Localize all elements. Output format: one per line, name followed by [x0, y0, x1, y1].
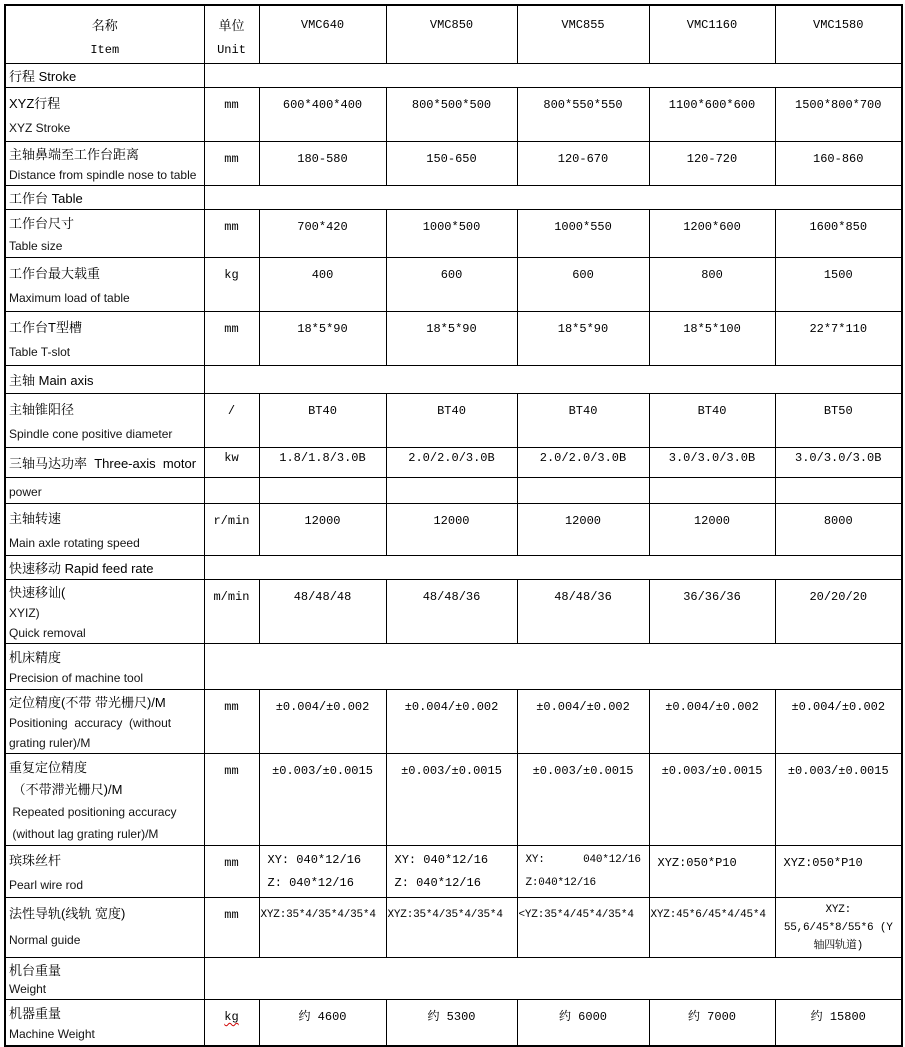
section-row — [5, 958, 902, 1000]
unit-cell — [204, 88, 259, 142]
value-cell — [386, 210, 517, 258]
value-cell — [259, 898, 386, 958]
text-line: Distance from spindle nose to table — [9, 168, 197, 182]
text-line: 8000 — [823, 514, 853, 528]
unit-header — [204, 5, 259, 64]
value-cell — [775, 142, 902, 186]
value-cell — [775, 580, 902, 644]
text-line: 1200*600 — [683, 220, 741, 234]
value-cell — [517, 258, 649, 312]
value-cell — [775, 754, 902, 846]
text-line: Spindle cone positive diameter — [9, 427, 173, 441]
value-cell — [649, 258, 775, 312]
value-cell — [649, 504, 775, 556]
text-line: 1100*600*600 — [668, 98, 756, 112]
value-cell — [386, 504, 517, 556]
value-cell — [775, 312, 902, 366]
text-line: Item — [90, 43, 120, 57]
text-line: 行程 Stroke — [9, 69, 77, 84]
table-row — [5, 478, 902, 504]
table-row — [5, 312, 902, 366]
text-line: 2.0/2.0/3.0B — [408, 451, 495, 465]
text-line: 18*5*90 — [297, 322, 348, 336]
table-row — [5, 898, 902, 958]
text-line: 400 — [311, 268, 334, 282]
text-line: Z:040*12/16 — [525, 877, 596, 889]
value-cell — [649, 210, 775, 258]
table-row — [5, 258, 902, 312]
text-line: 瑸珠丝杆 — [9, 853, 62, 868]
table-row — [5, 690, 902, 754]
section-row — [5, 644, 902, 690]
text-line: XYZ行程 — [9, 96, 61, 111]
unit-value: r/min — [213, 514, 250, 528]
value-cell — [386, 898, 517, 958]
value-cell — [259, 846, 386, 898]
row-label-cell — [5, 448, 204, 478]
text-line: 48/48/36 — [422, 590, 481, 604]
text-line: 2.0/2.0/3.0B — [539, 451, 627, 465]
text-line: 3.0/3.0/3.0B — [795, 451, 882, 465]
value-cell — [259, 1000, 386, 1047]
text-line: 12000 — [433, 514, 470, 528]
value-cell — [259, 394, 386, 448]
unit-cell — [204, 754, 259, 846]
text-line: 约 5300 — [427, 1010, 476, 1024]
text-line: XYIZ) — [9, 606, 40, 620]
text-line: 1000*500 — [422, 220, 481, 234]
model-header — [517, 5, 649, 64]
unit-value: mm — [224, 220, 239, 234]
row-label-cell — [5, 142, 204, 186]
value-cell — [259, 504, 386, 556]
value-cell — [259, 580, 386, 644]
model-header — [649, 5, 775, 64]
value-cell — [775, 690, 902, 754]
section-row — [5, 556, 902, 580]
section-label-cell — [5, 186, 204, 210]
unit-value — [205, 1010, 259, 1024]
text-line: 工作台尺寸 — [9, 216, 75, 231]
value-cell — [517, 1000, 649, 1047]
text-line: 120-720 — [686, 152, 738, 166]
text-line: ±0.003/±0.0015 — [661, 764, 763, 778]
value-cell — [517, 898, 649, 958]
text-line: XY: 040*12/16 — [267, 853, 362, 867]
unit-value: kw — [224, 451, 239, 465]
value-cell — [517, 448, 649, 478]
text-line: Pearl wire rod — [9, 878, 84, 892]
value-cell — [649, 898, 775, 958]
value-cell — [386, 478, 517, 504]
unit-value: mm — [224, 700, 239, 714]
text-line: 主轴锥阳径 — [9, 402, 75, 417]
value-cell — [386, 754, 517, 846]
unit-cell — [204, 394, 259, 448]
unit-value: kg — [224, 268, 239, 282]
value-cell — [775, 1000, 902, 1047]
row-label-cell — [5, 504, 204, 556]
value-cell — [775, 88, 902, 142]
text-line: power — [9, 485, 42, 499]
value-cell — [517, 142, 649, 186]
value-cell — [386, 312, 517, 366]
text-line: 600*400*400 — [282, 98, 363, 112]
section-span-cell — [204, 64, 902, 88]
text-line: VMC850 — [429, 18, 474, 32]
unit-cell — [204, 846, 259, 898]
text-line: 800 — [701, 268, 723, 282]
text-line: 机床精度 — [9, 650, 62, 665]
text-line: ±0.004/±0.002 — [275, 700, 370, 714]
value-cell — [386, 846, 517, 898]
text-line: Positioning accuracy (without — [9, 716, 172, 730]
text-line: 12000 — [304, 514, 341, 528]
text-line: 800*500*500 — [411, 98, 492, 112]
unit-cell — [204, 1000, 259, 1047]
value-cell — [775, 448, 902, 478]
value-cell — [649, 580, 775, 644]
text-line: 800*550*550 — [543, 98, 623, 112]
section-label-cell — [5, 644, 204, 690]
text-line: ±0.004/±0.002 — [536, 700, 630, 714]
text-line: XY: 040*12/16 — [525, 854, 641, 866]
unit-value: m/min — [213, 590, 250, 604]
value-cell — [649, 394, 775, 448]
value-cell — [649, 690, 775, 754]
section-row — [5, 366, 902, 394]
row-label-cell — [5, 258, 204, 312]
table-row — [5, 1000, 902, 1047]
text-line: 定位精度(不带 带光栅尺)/M — [9, 695, 166, 710]
header-row — [5, 5, 902, 64]
unit-value: mm — [224, 152, 239, 166]
text-line: <YZ:35*4/45*4/35*4 — [518, 909, 634, 921]
text-line: 名称 — [91, 18, 118, 33]
unit-cell — [204, 258, 259, 312]
row-label-cell — [5, 580, 204, 644]
text-line: ±0.004/±0.002 — [791, 700, 886, 714]
unit-value: mm — [224, 856, 239, 870]
text-line: 单位 — [218, 18, 245, 33]
text-line: Z: 040*12/16 — [394, 876, 481, 890]
unit-cell — [204, 898, 259, 958]
value-cell — [386, 258, 517, 312]
text-line: Quick removal — [9, 626, 86, 640]
value-cell — [517, 478, 649, 504]
text-line: 1600*850 — [809, 220, 868, 234]
value-cell — [517, 504, 649, 556]
text-line: 18*5*90 — [557, 322, 609, 336]
section-span-cell — [204, 186, 902, 210]
text-line: 1.8/1.8/3.0B — [279, 451, 366, 465]
table-row — [5, 504, 902, 556]
text-line: 36/36/36 — [683, 590, 741, 604]
value-cell — [517, 690, 649, 754]
row-label-cell — [5, 1000, 204, 1047]
text-line: XYZ:35*4/35*4/35*4 — [260, 909, 376, 921]
table-row — [5, 448, 902, 478]
value-cell — [259, 210, 386, 258]
unit-value: mm — [224, 98, 239, 112]
spec-table-body — [5, 5, 902, 1046]
value-cell — [259, 88, 386, 142]
text-line: 48/48/36 — [554, 590, 612, 604]
text-line: 主轴 Main axis — [9, 373, 94, 388]
table-row — [5, 88, 902, 142]
section-label-cell — [5, 64, 204, 88]
text-line: （不带滞光栅尺)/M — [9, 782, 123, 797]
row-label-cell — [5, 846, 204, 898]
value-cell — [259, 312, 386, 366]
machine-spec-table — [4, 4, 903, 1047]
value-cell — [386, 580, 517, 644]
value-cell — [517, 846, 649, 898]
text-line: 120-670 — [557, 152, 609, 166]
text-line: (without lag grating ruler)/M — [9, 827, 159, 841]
text-line: ±0.003/±0.0015 — [787, 764, 889, 778]
text-line: XYZ: — [825, 904, 852, 916]
text-line: 法性导轨(线轨 宽度) — [9, 906, 126, 921]
text-line: 工作台 Table — [9, 191, 83, 206]
value-cell — [649, 1000, 775, 1047]
value-cell — [386, 142, 517, 186]
text-line: 主轴鼻端至工作台距离 — [9, 147, 140, 162]
text-line: 22*7*110 — [809, 322, 868, 336]
text-line: 160-860 — [813, 152, 864, 166]
unit-cell — [204, 690, 259, 754]
section-label-cell — [5, 556, 204, 580]
table-row — [5, 846, 902, 898]
value-cell — [517, 754, 649, 846]
unit-cell — [204, 448, 259, 478]
text-line: XYZ:050*P10 — [783, 856, 863, 870]
text-line: XYZ:45*6/45*4/45*4 — [650, 909, 766, 921]
text-line: 18*5*100 — [683, 322, 741, 336]
text-line: grating ruler)/M — [9, 736, 91, 750]
text-line: VMC1160 — [686, 18, 738, 32]
text-line: ±0.004/±0.002 — [404, 700, 499, 714]
value-cell — [259, 754, 386, 846]
value-cell — [259, 448, 386, 478]
value-cell — [649, 846, 775, 898]
text-line: XYZ Stroke — [9, 121, 71, 135]
text-line: 12000 — [693, 514, 730, 528]
row-label-cell — [5, 88, 204, 142]
row-label-cell — [5, 394, 204, 448]
text-line: Precision of machine tool — [9, 671, 144, 685]
value-cell — [386, 394, 517, 448]
value-cell — [649, 312, 775, 366]
value-cell — [517, 394, 649, 448]
text-line: 3.0/3.0/3.0B — [668, 451, 756, 465]
table-row — [5, 580, 902, 644]
text-line: 机器重量 — [9, 1006, 62, 1021]
value-cell — [649, 754, 775, 846]
value-cell — [517, 88, 649, 142]
text-line: ±0.003/±0.0015 — [401, 764, 502, 778]
unit-cell — [204, 142, 259, 186]
model-header — [259, 5, 386, 64]
value-cell — [259, 478, 386, 504]
text-line: 12000 — [564, 514, 601, 528]
row-label-cell — [5, 898, 204, 958]
row-label-cell — [5, 690, 204, 754]
section-row — [5, 186, 902, 210]
model-header — [775, 5, 902, 64]
unit-value-misspell-underline: kg — [224, 1010, 239, 1024]
value-cell — [386, 448, 517, 478]
text-line: 约 4600 — [298, 1010, 347, 1024]
value-cell — [649, 478, 775, 504]
value-cell — [775, 898, 902, 958]
text-line: XYZ:050*P10 — [657, 856, 737, 870]
text-line: 工作台T型槽 — [9, 320, 82, 335]
text-line: 快速移讪( — [9, 585, 66, 600]
text-line: 轴四轨道) — [813, 940, 864, 952]
unit-cell — [204, 210, 259, 258]
text-line: Main axle rotating speed — [9, 536, 140, 550]
text-line: ±0.004/±0.002 — [665, 700, 759, 714]
table-row — [5, 754, 902, 846]
value-cell — [259, 690, 386, 754]
unit-cell — [204, 580, 259, 644]
table-row — [5, 210, 902, 258]
text-line: BT40 — [697, 404, 727, 418]
text-line: Unit — [217, 43, 246, 57]
section-row — [5, 64, 902, 88]
text-line: 1500 — [823, 268, 853, 282]
section-label-cell — [5, 366, 204, 394]
value-cell — [775, 258, 902, 312]
text-line: BT40 — [308, 404, 337, 418]
section-span-cell — [204, 366, 902, 394]
text-line: XYZ:35*4/35*4/35*4 — [387, 909, 503, 921]
text-line: 600 — [440, 268, 463, 282]
row-label-cell — [5, 478, 204, 504]
table-row — [5, 394, 902, 448]
text-line: Table size — [9, 239, 63, 253]
text-line: Repeated positioning accuracy — [9, 805, 177, 819]
text-line: 约 7000 — [687, 1010, 736, 1024]
text-line: 工作台最大载重 — [9, 266, 101, 281]
section-label-cell — [5, 958, 204, 1000]
text-line: Z: 040*12/16 — [267, 876, 354, 890]
value-cell — [775, 478, 902, 504]
text-line: 机台重量 — [9, 963, 62, 978]
section-span-cell — [204, 644, 902, 690]
value-cell — [775, 394, 902, 448]
text-line: ±0.003/±0.0015 — [272, 764, 373, 778]
text-line: Normal guide — [9, 933, 81, 947]
text-line: 快速移动 Rapid feed rate — [9, 561, 154, 576]
value-cell — [517, 210, 649, 258]
value-cell — [649, 448, 775, 478]
row-label-cell — [5, 312, 204, 366]
unit-value: / — [227, 404, 236, 418]
text-line: 55,6/45*8/55*6 (Y — [783, 922, 893, 934]
text-line: VMC855 — [561, 18, 605, 32]
value-cell — [775, 210, 902, 258]
text-line: BT50 — [823, 404, 853, 418]
text-line: 三轴马达功率 Three-axis motor — [9, 456, 197, 471]
text-line: VMC640 — [300, 18, 345, 32]
text-line: 1500*800*700 — [795, 98, 882, 112]
text-line: 重复定位精度 — [9, 760, 88, 775]
value-cell — [517, 580, 649, 644]
text-line: 150-650 — [426, 152, 477, 166]
value-cell — [649, 142, 775, 186]
unit-cell — [204, 478, 259, 504]
unit-value: mm — [224, 908, 239, 922]
value-cell — [649, 88, 775, 142]
text-line: Table T-slot — [9, 345, 71, 359]
text-line: Maximum load of table — [9, 291, 130, 305]
value-cell — [259, 142, 386, 186]
text-line: Machine Weight — [9, 1027, 95, 1041]
unit-cell — [204, 312, 259, 366]
text-line: 700*420 — [297, 220, 348, 234]
section-span-cell — [204, 958, 902, 1000]
row-label-cell — [5, 210, 204, 258]
text-line: 1000*550 — [554, 220, 612, 234]
value-cell — [259, 258, 386, 312]
text-line: 约 15800 — [810, 1010, 866, 1024]
unit-value: mm — [224, 764, 239, 778]
model-header — [386, 5, 517, 64]
value-cell — [517, 312, 649, 366]
item-header — [5, 5, 204, 64]
value-cell — [386, 690, 517, 754]
table-row — [5, 142, 902, 186]
value-cell — [775, 846, 902, 898]
text-line: BT40 — [568, 404, 598, 418]
text-line: Weight — [9, 982, 47, 996]
section-span-cell — [204, 556, 902, 580]
unit-cell — [204, 504, 259, 556]
text-line: 约 6000 — [558, 1010, 607, 1024]
text-line: 18*5*90 — [426, 322, 477, 336]
unit-value: mm — [224, 322, 239, 336]
value-cell — [386, 1000, 517, 1047]
text-line: 48/48/48 — [293, 590, 352, 604]
value-cell — [775, 504, 902, 556]
text-line: 20/20/20 — [809, 590, 868, 604]
text-line: BT40 — [437, 404, 466, 418]
text-line: 主轴转速 — [9, 511, 62, 526]
text-line: 180-580 — [297, 152, 348, 166]
text-line: ±0.003/±0.0015 — [532, 764, 634, 778]
text-line: VMC1580 — [813, 18, 864, 32]
text-line: 600 — [572, 268, 594, 282]
value-cell — [386, 88, 517, 142]
text-line: XY: 040*12/16 — [394, 853, 489, 867]
row-label-cell — [5, 754, 204, 846]
